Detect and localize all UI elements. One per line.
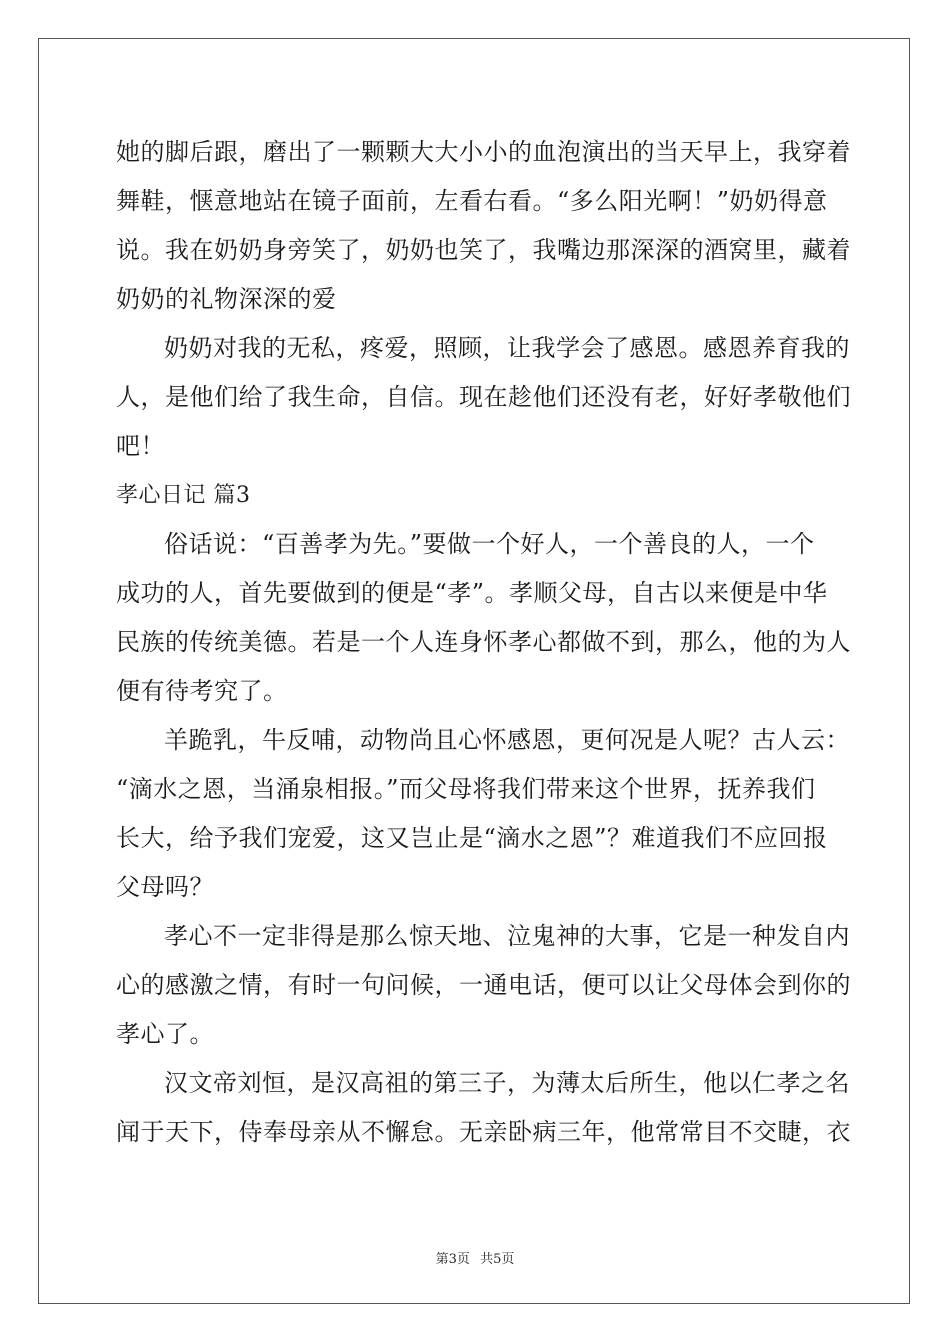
text-line: 父母吗？ <box>116 873 214 901</box>
page-number: 第3页 <box>435 1252 470 1267</box>
paragraph-start-line: 奶奶对我的无私，疼爱，照顾，让我学会了感恩。感恩养育我的 <box>164 334 850 362</box>
text-line: 孝心了。 <box>116 1020 214 1048</box>
text-line: 吧！ <box>116 432 165 460</box>
text-line: 说。我在奶奶身旁笑了，奶奶也笑了，我嘴边那深深的酒窝里，藏着 <box>116 236 851 264</box>
text-line: 心的感激之情，有时一句问候，一通电话，便可以让父母体会到你的 <box>116 971 851 999</box>
paragraph-start-line: 孝心不一定非得是那么惊天地、泣鬼神的大事，它是一种发自内 <box>164 922 850 950</box>
text-line: 便有待考究了。 <box>116 677 288 705</box>
page-footer <box>0 1248 950 1267</box>
paragraph-start-line: 俗话说：“百善孝为先。”要做一个好人，一个善良的人，一个 <box>164 530 815 558</box>
paragraph-start-line: 汉文帝刘恒，是汉高祖的第三子，为薄太后所生，他以仁孝之名 <box>164 1069 850 1097</box>
text-line: 她的脚后跟，磨出了一颗颗大大小小的血泡演出的当天早上，我穿着 <box>116 138 851 166</box>
text-line: 长大，给予我们宠爱，这又岂止是“滴水之恩”？难道我们不应回报 <box>116 824 828 852</box>
text-line: 成功的人，首先要做到的便是“孝”。孝顺父母，自古以来便是中华 <box>116 579 828 607</box>
text-line: 闻于天下，侍奉母亲从不懈怠。无亲卧病三年，他常常目不交睫，衣 <box>116 1118 851 1146</box>
text-line: “滴水之恩，当涌泉相报。”而父母将我们带来这个世界，抚养我们 <box>116 775 816 803</box>
document-body <box>116 128 851 1157</box>
text-line: 民族的传统美德。若是一个人连身怀孝心都做不到，那么，他的为人 <box>116 628 851 656</box>
section-heading: 孝心日记 篇3 <box>116 483 251 508</box>
page-total: 共5页 <box>480 1252 515 1267</box>
text-line: 奶奶的礼物深深的爱 <box>116 285 337 313</box>
paragraph-start-line: 羊跪乳，牛反哺，动物尚且心怀感恩，更何况是人呢？古人云： <box>164 726 850 754</box>
text-line: 舞鞋，惬意地站在镜子面前，左看右看。“多么阳光啊！”奶奶得意 <box>116 187 828 215</box>
text-line: 人，是他们给了我生命，自信。现在趁他们还没有老，好好孝敬他们 <box>116 383 851 411</box>
